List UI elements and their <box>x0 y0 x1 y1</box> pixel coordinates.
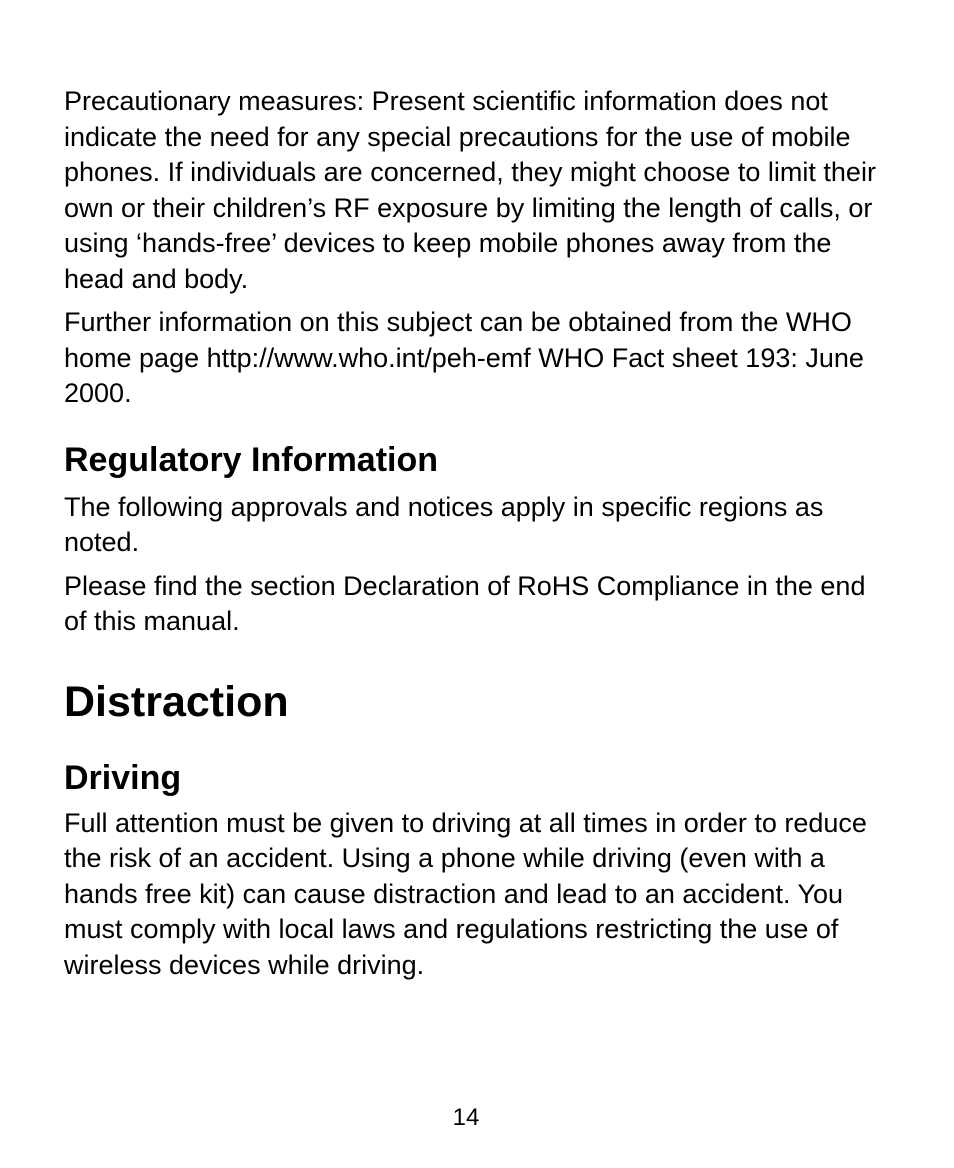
document-page <box>64 84 884 983</box>
regulatory-heading: Regulatory Information <box>64 440 439 479</box>
rohs-paragraph: Please find the section Declaration of RoHS Compliance in the end of this manual. <box>64 570 866 636</box>
precautionary-paragraph: Precautionary measures: Present scientific information does not indicate the need for any special precautions for the use of mobile phones. If individuals are concerned, they might choose to limit their own or their children’s RF exposure by limiting the length of calls, or using ‘hands-free’ devices to keep mobile phones away from the head and body. <box>64 86 876 294</box>
distraction-heading: Distraction <box>64 677 289 726</box>
driving-paragraph: Full attention must be given to driving at all times in order to reduce the risk of an accident. Using a phone while driving (even with a hands free kit) can cause distraction and lead to an accident. You must comply with local laws and regulations restricting the use of wireless devices while driving. <box>64 807 867 980</box>
driving-heading: Driving <box>64 758 182 797</box>
approvals-paragraph: The following approvals and notices apply in specific regions as noted. <box>64 491 824 557</box>
page-number: 14 <box>452 1104 480 1131</box>
further-info-paragraph: Further information on this subject can be obtained from the WHO home page http://www.who.int/peh-emf WHO Fact sheet 193: June 2000. <box>64 307 864 408</box>
